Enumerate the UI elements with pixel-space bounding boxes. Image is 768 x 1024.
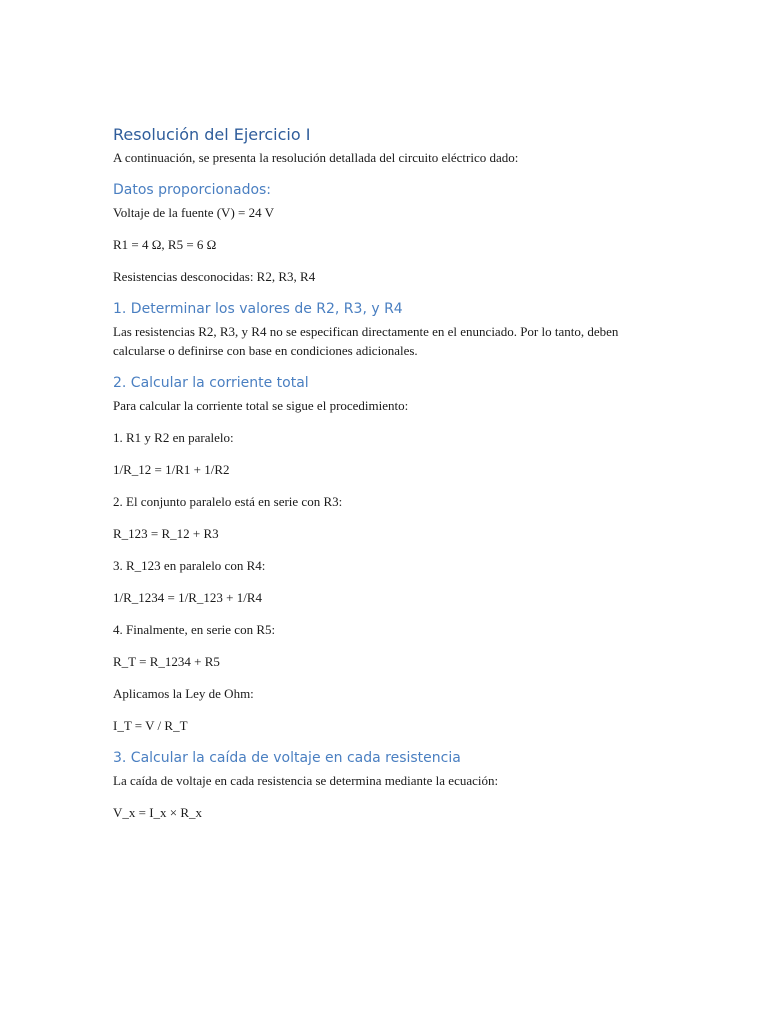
section-heading-caida-voltaje: 3. Calcular la caída de voltaje en cada resistencia — [113, 750, 461, 766]
equation: 1/R_12 = 1/R1 + 1/R2 — [113, 462, 230, 477]
paragraph: 3. R_123 en paralelo con R4: — [113, 558, 266, 573]
equation: V_x = I_x × R_x — [113, 805, 203, 820]
paragraph: Aplicamos la Ley de Ohm: — [113, 686, 254, 701]
paragraph: R1 = 4 Ω, R5 = 6 Ω — [113, 237, 217, 252]
paragraph: La caída de voltaje en cada resistencia se determina mediante la ecuación: — [113, 773, 499, 788]
section-heading-determinar: 1. Determinar los valores de R2, R3, y R4 — [113, 301, 403, 317]
equation: R_123 = R_12 + R3 — [113, 526, 219, 541]
intro-paragraph: A continuación, se presenta la resolución detallada del circuito eléctrico dado: — [113, 150, 519, 165]
paragraph: Resistencias desconocidas: R2, R3, R4 — [113, 269, 316, 284]
document-title: Resolución del Ejercicio I — [113, 125, 311, 144]
equation: 1/R_1234 = 1/R_123 + 1/R4 — [113, 590, 263, 605]
equation: I_T = V / R_T — [113, 718, 188, 733]
paragraph: 1. R1 y R2 en paralelo: — [113, 430, 234, 445]
paragraph: 4. Finalmente, en serie con R5: — [113, 622, 276, 637]
paragraph: Las resistencias R2, R3, y R4 no se especifican directamente en el enunciado. Por lo tanto, deben calcularse o definirse con base en condiciones adicionales. — [113, 324, 619, 358]
paragraph: Para calcular la corriente total se sigue el procedimiento: — [113, 398, 409, 413]
document-content — [113, 124, 673, 822]
section-heading-datos: Datos proporcionados: — [113, 182, 272, 198]
paragraph: Voltaje de la fuente (V) = 24 V — [113, 205, 275, 220]
equation: R_T = R_1234 + R5 — [113, 654, 220, 669]
section-heading-corriente: 2. Calcular la corriente total — [113, 375, 309, 391]
paragraph: 2. El conjunto paralelo está en serie con R3: — [113, 494, 343, 509]
